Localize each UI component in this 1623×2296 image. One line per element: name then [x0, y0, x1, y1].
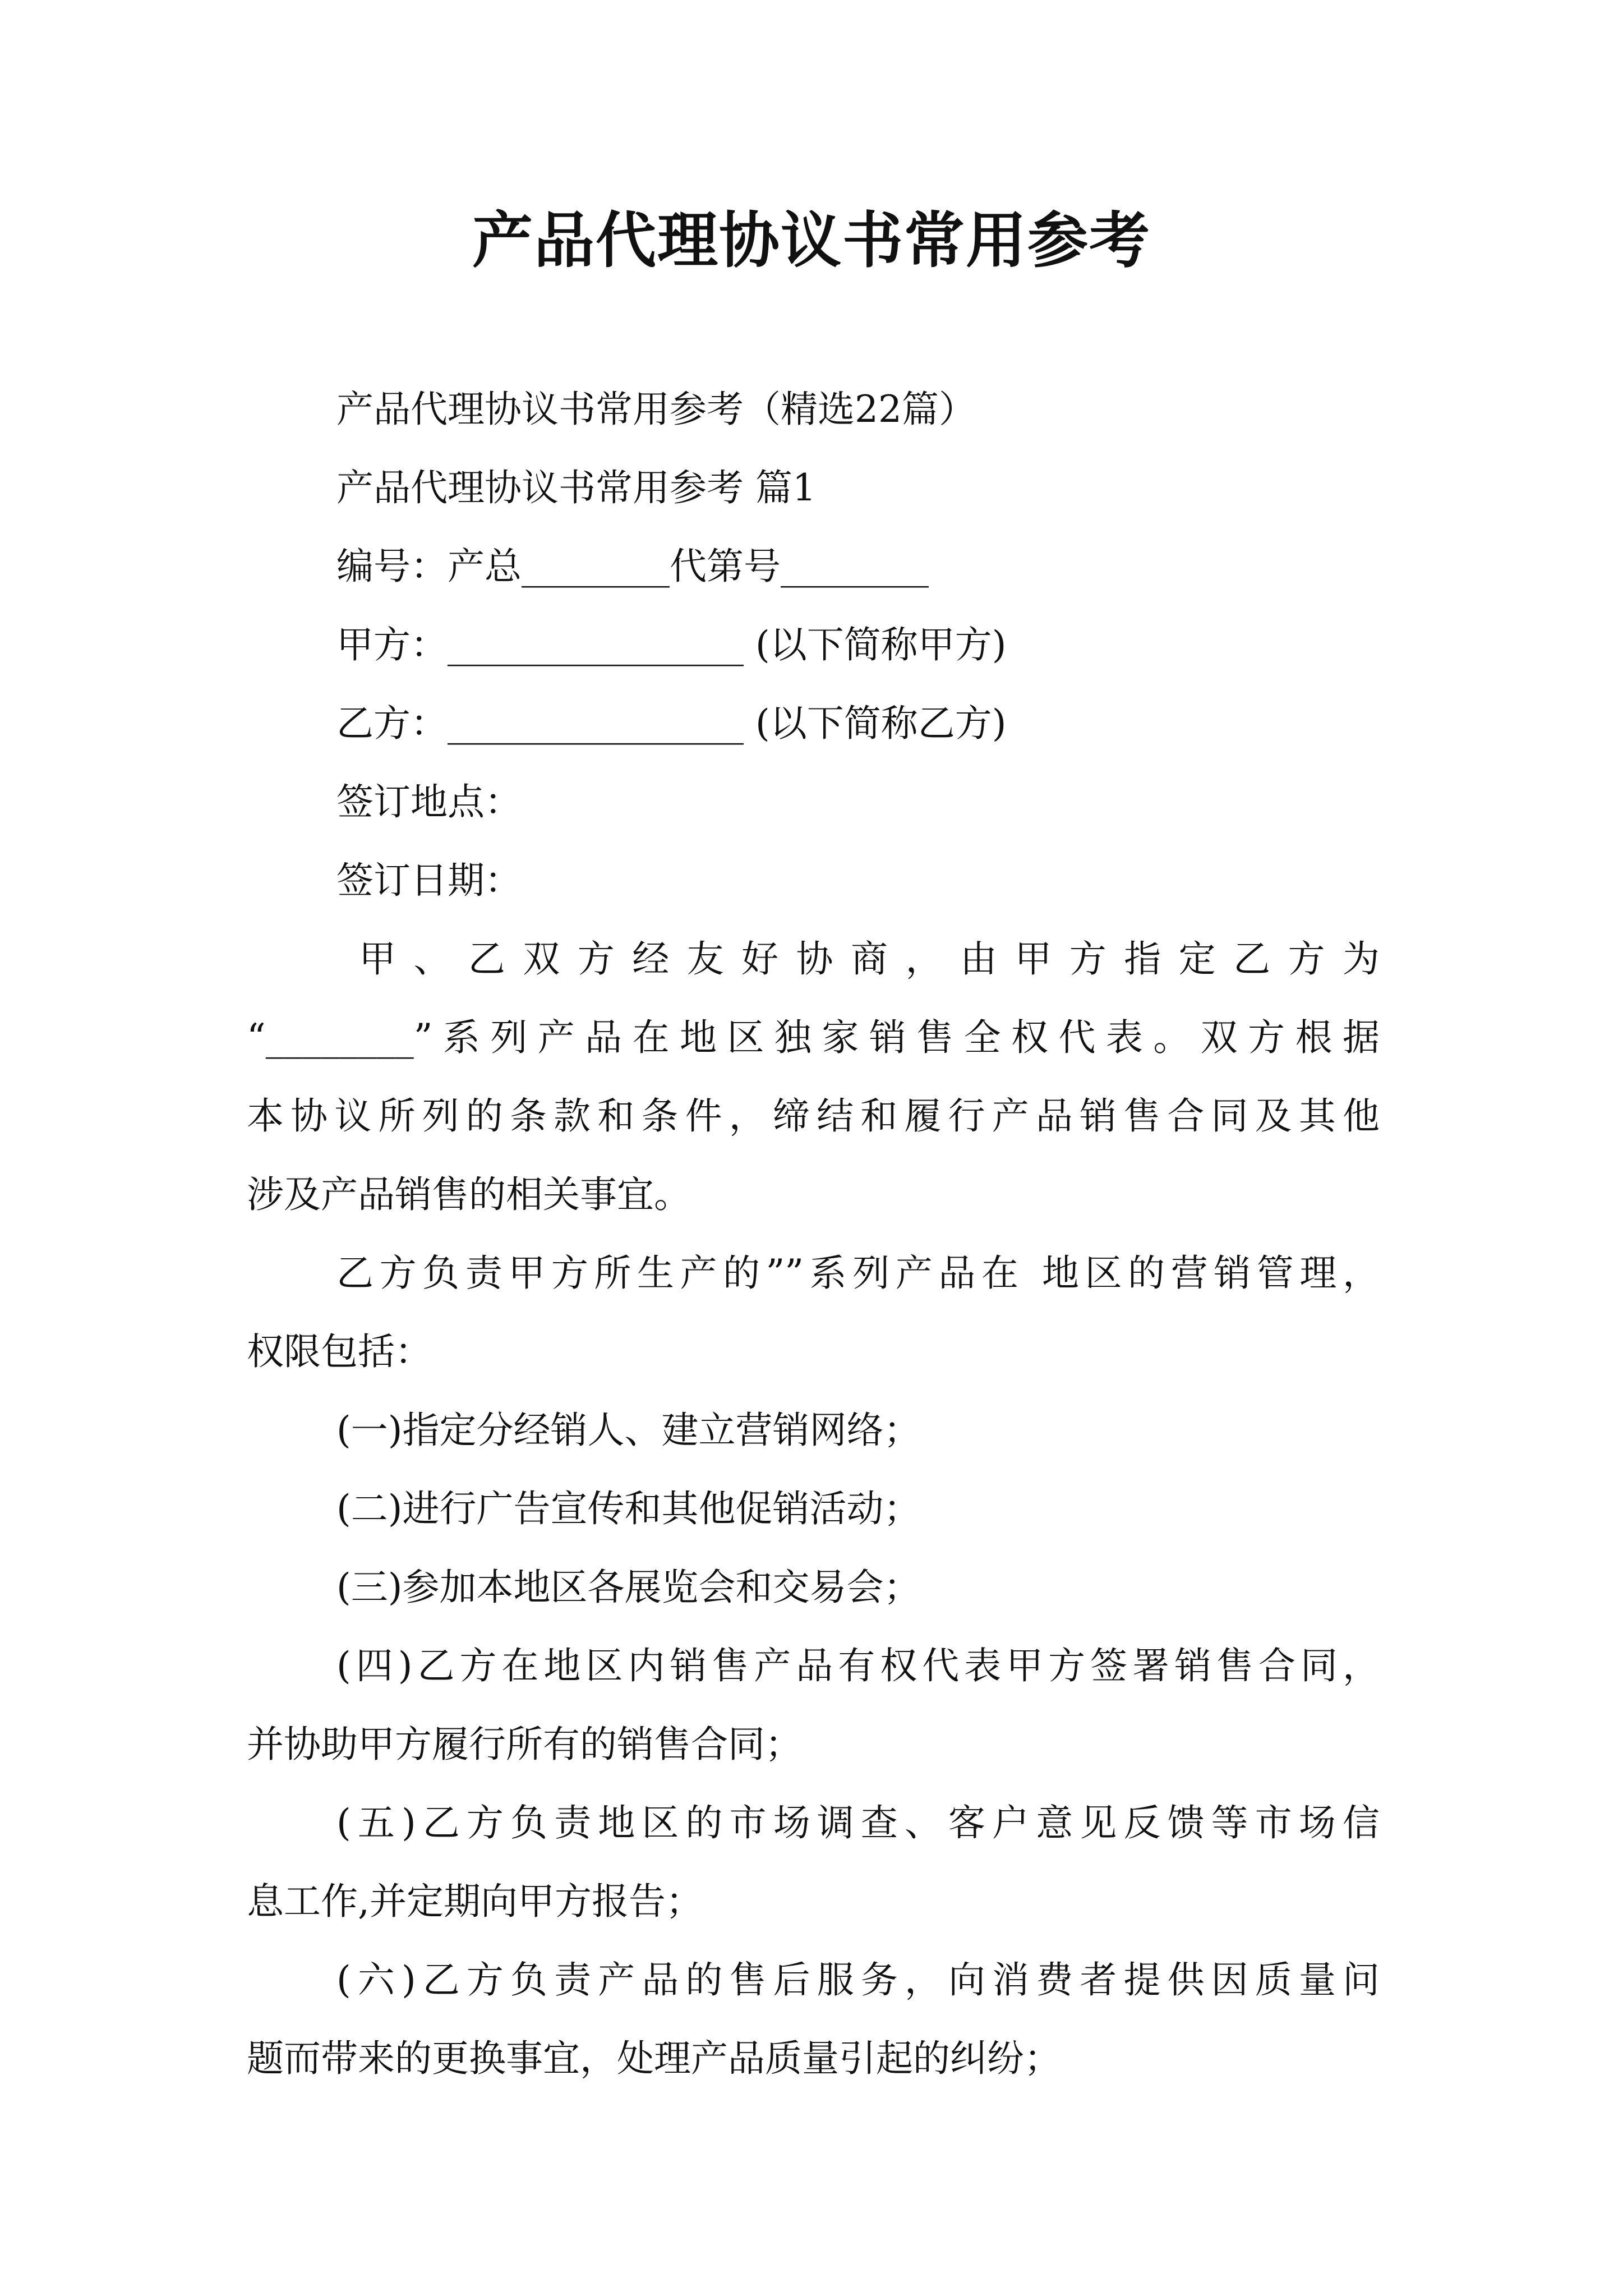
signing-date-field: 签订日期： [336, 859, 522, 902]
party-a-field: 甲方：________________ (以下简称甲方) [336, 623, 1007, 666]
paragraph-line: 乙方负责甲方所生产的””系列产品在 地区的营销管理， [336, 1251, 1380, 1295]
document-title: 产品代理协议书常用参考 [472, 206, 1151, 276]
list-item: (六)乙方负责产品的售后服务，向消费者提供因质量问 [336, 1958, 1380, 2001]
section-heading: 产品代理协议书常用参考 篇1 [336, 466, 816, 509]
list-item: (五)乙方负责地区的市场调查、客户意见反馈等市场信 [336, 1801, 1380, 1844]
list-item: (二)进行广告宣传和其他促销活动； [336, 1487, 921, 1530]
paragraph-line: “________”系列产品在地区独家销售全权代表。双方根据 [247, 1016, 1380, 1059]
paragraph-line: 甲、乙双方经友好协商，由甲方指定乙方为 [359, 937, 1380, 981]
list-item-continuation: 并协助甲方履行所有的销售合同； [247, 1723, 802, 1766]
list-item: (一)指定分经销人、建立营销网络； [336, 1409, 921, 1452]
contract-number-field: 编号：产总________代第号________ [336, 545, 929, 588]
party-b-field: 乙方：________________ (以下简称乙方) [336, 702, 1007, 745]
list-item-continuation: 题而带来的更换事宜，处理产品质量引起的纠纷； [247, 2037, 1061, 2080]
signing-place-field: 签订地点： [336, 780, 522, 823]
list-item-continuation: 息工作,并定期向甲方报告； [247, 1880, 703, 1923]
paragraph-line: 涉及产品销售的相关事宜。 [247, 1173, 691, 1216]
subtitle-line: 产品代理协议书常用参考（精选22篇） [336, 388, 976, 431]
list-item: (三)参加本地区各展览会和交易会； [336, 1566, 921, 1609]
list-item: (四)乙方在地区内销售产品有权代表甲方签署销售合同， [336, 1644, 1380, 1687]
paragraph-line: 本协议所列的条款和条件，缔结和履行产品销售合同及其他 [247, 1094, 1380, 1138]
paragraph-line: 权限包括： [247, 1330, 432, 1373]
